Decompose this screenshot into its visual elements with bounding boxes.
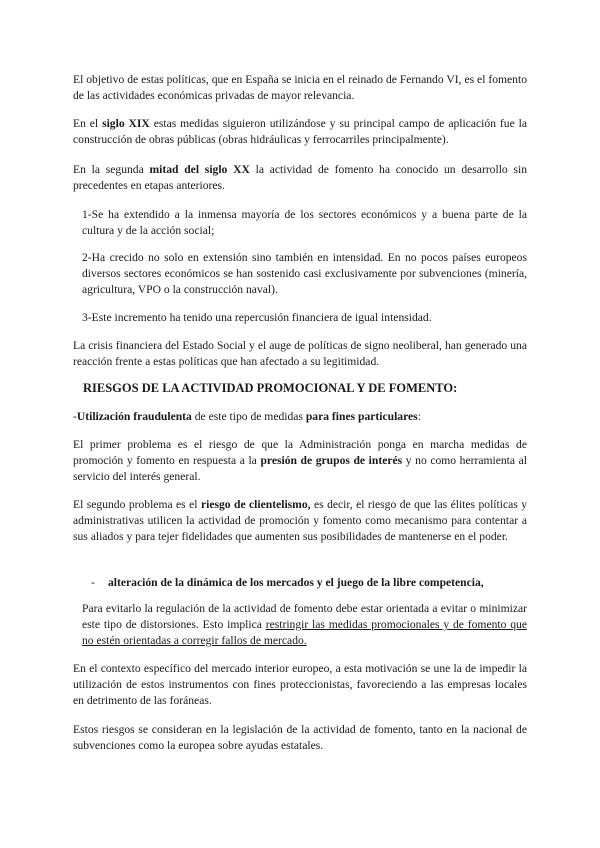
bold-fines-particulares: para fines particulares [305, 410, 418, 423]
paragraph-crisis: La crisis financiera del Estado Social y el auge de políticas de signo neoliberal, han generado una reacción frente a estas políticas que han afectado a su legitimidad. [73, 339, 527, 368]
bold-mitad-siglo-xx: mitad del siglo XX [149, 163, 250, 176]
paragraph-objetivo: El objetivo de estas políticas, que en España se inicia en el reinado de Fernando VI, es el fomento de las actividades económicas privadas de mayor relevancia. [73, 73, 527, 102]
underlined-restringir: restringir las medidas promocionales y de fomento que no estén orientadas a corregir fallos de mercado. [82, 618, 527, 647]
paragraph-siglo-xix: En el siglo XIX estas medidas siguieron utilizándose y su principal campo de aplicación fue la construcción de obras públicas (obras hidráulicas y ferrocarriles principalmente). [73, 117, 527, 146]
paragraph-mercado-europeo: En el contexto específico del mercado interior europeo, a esta motivación se une la de impedir la utilización de estos instrumentos con fines proteccionistas, favoreciendo a las empresas locales en detrimento de las foráneas. [73, 662, 527, 707]
bullet-alteracion-mercados: alteración de la dinámica de los mercados y el juego de la libre competencia, [108, 576, 484, 589]
section-heading-riesgos: RIESGOS DE LA ACTIVIDAD PROMOCIONAL Y DE FOMENTO: [83, 381, 458, 395]
paragraph-legislacion: Estos riesgos se consideran en la legislación de la actividad de fomento, tanto en la nacional de subvenciones como la europea sobre ayudas estatales. [73, 723, 527, 752]
paragraph-para-evitarlo: Para evitarlo la regulación de la actividad de fomento debe estar orientada a evitar o minimizar este tipo de distorsiones. Esto implica restringir las medidas promocionales y de fomento que no estén orientadas a corregir fallos de mercado. [82, 602, 527, 647]
list-item-2: 2-Ha crecido no solo en extensión sino también en intensidad. En no pocos países europeos diversos sectores económicos se han sostenido casi exclusivamente por subvenciones (minería, agricultura, VPO o la construcción naval). [82, 251, 527, 296]
paragraph-segundo-problema: El segundo problema es el riesgo de clientelismo, es decir, el riesgo de que las élites políticas y administrativas utilicen la actividad de promoción y fomento como mecanismo para contentar a sus aliados y para tejer fidelidades que aumenten sus posibilidades de mantenerse en el poder. [73, 498, 527, 543]
risk-fraudulenta: -Utilización fraudulenta de este tipo de medidas para fines particulares: [73, 410, 421, 423]
bold-utilizacion-fraudulenta: Utilización fraudulenta [76, 410, 192, 423]
bold-riesgo-clientelismo: riesgo de clientelismo, [200, 498, 311, 511]
bullet-dash: - [91, 576, 95, 589]
paragraph-primer-problema: El primer problema es el riesgo de que la Administración ponga en marcha medidas de promoción y fomento en respuesta a la presión de grupos de interés y no como herramienta al servicio del interés general. [73, 438, 528, 483]
paragraph-siglo-xx: En la segunda mitad del siglo XX la actividad de fomento ha conocido un desarrollo sin precedentes en etapas anteriores. [73, 163, 527, 192]
list-item-3: 3-Este incremento ha tenido una repercusión financiera de igual intensidad. [82, 311, 432, 324]
bold-presion-grupos: presión de grupos de interés [260, 454, 403, 467]
list-item-1: 1-Se ha extendido a la inmensa mayoría de los sectores económicos y a buena parte de la cultura y de la acción social; [82, 208, 527, 237]
bold-siglo-xix: siglo XIX [102, 117, 150, 130]
